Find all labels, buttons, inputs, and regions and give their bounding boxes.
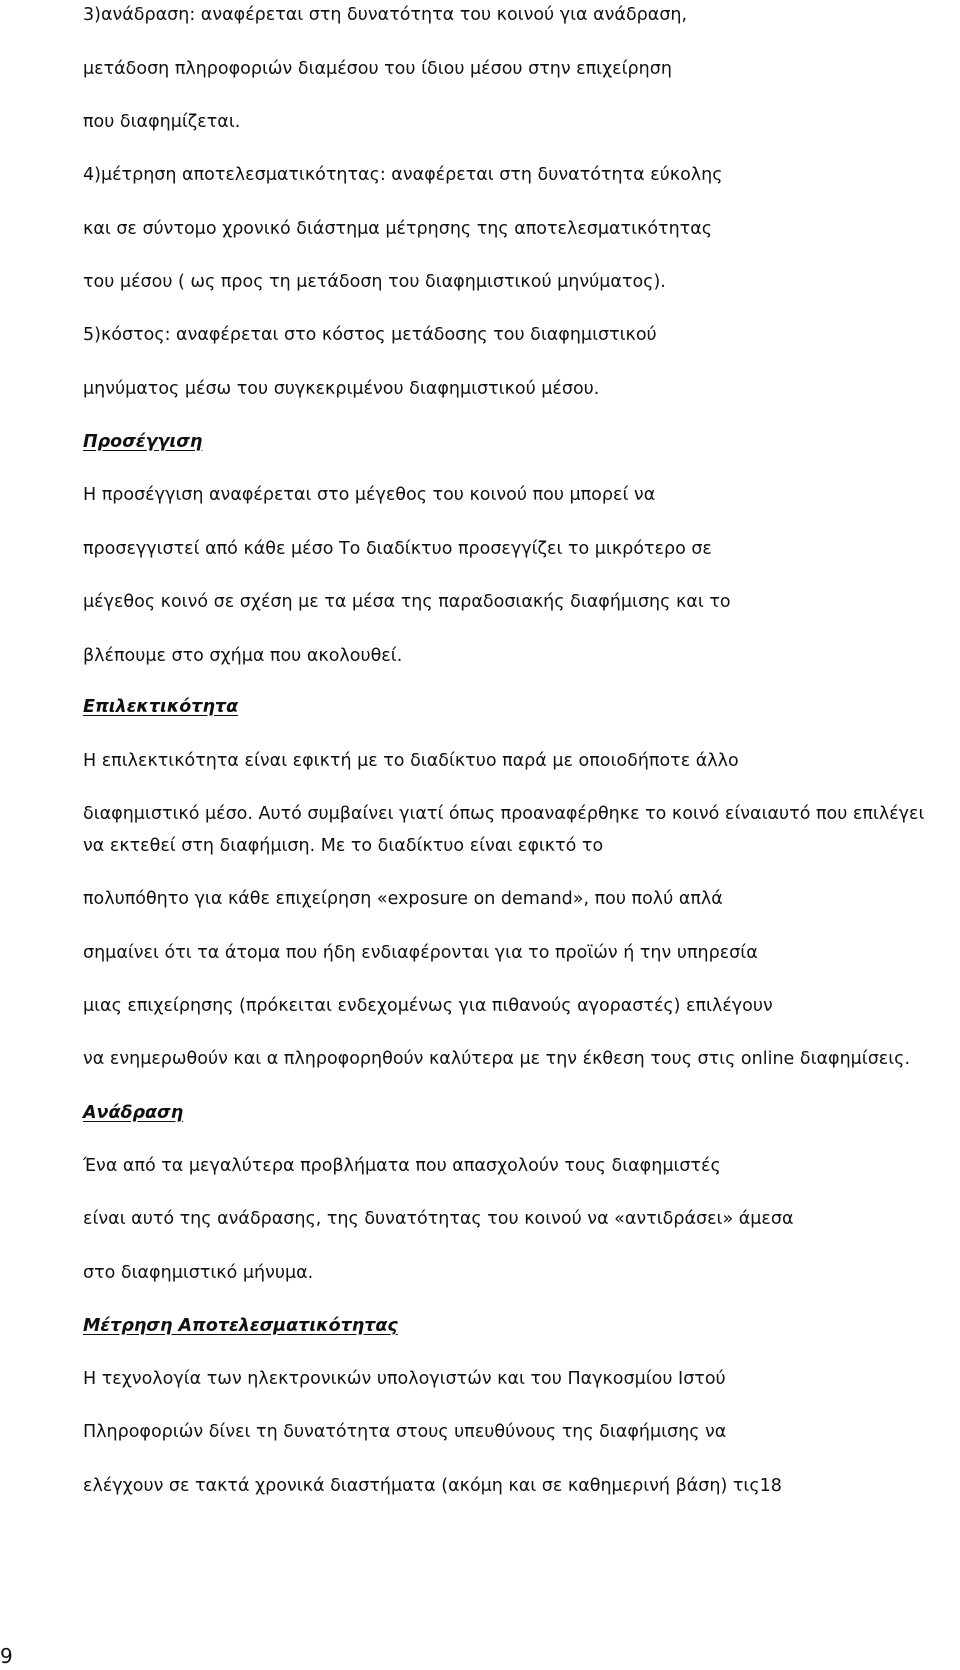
text-line: μιας επιχείρησης (πρόκειται ενδεχομένως για πιθανούς αγοραστές) επιλέγουν [83, 996, 773, 1016]
text-line: να ενημερωθούν και α πληροφορηθούν καλύτερα με την έκθεση τους στις online διαφημίσεις. [83, 1049, 911, 1069]
text-line: που διαφημίζεται. [83, 112, 241, 132]
text-line: και σε σύντομο χρονικό διάστημα μέτρησης της αποτελεσματικότητας [83, 219, 713, 239]
text-line: διαφημιστικό μέσο. Αυτό συμβαίνει γιατί όπως προαναφέρθηκε το κοινό είναιαυτό που επιλέγει [83, 804, 925, 824]
text-line: Η προσέγγιση αναφέρεται στο μέγεθος του κοινού που μπορεί να [83, 485, 656, 505]
text-line: στο διαφημιστικό μήνυμα. [83, 1263, 314, 1283]
text-line: Η επιλεκτικότητα είναι εφικτή με το διαδίκτυο παρά με οποιοδήποτε άλλο [83, 751, 739, 771]
text-line: είναι αυτό της ανάδρασης, της δυνατότητας του κοινού να «αντιδράσει» άμεσα [83, 1209, 794, 1229]
text-line: 4)μέτρηση αποτελεσματικότητας: αναφέρεται στη δυνατότητα εύκολης [83, 165, 723, 185]
text-line: να εκτεθεί στη διαφήμιση. Με το διαδίκτυο είναι εφικτό το [83, 836, 604, 856]
text-line: πολυπόθητο για κάθε επιχείρηση «exposure on demand», που πολύ απλά [83, 889, 723, 909]
section-heading-epilektikotita: Επιλεκτικότητα [83, 697, 239, 717]
text-line: 5)κόστος: αναφέρεται στο κόστος μετάδοσης του διαφημιστικού [83, 325, 657, 345]
section-heading-metrisi-apotelesmatikotitas: Μέτρηση Αποτελεσματικότητας [83, 1316, 398, 1336]
text-line: μηνύματος μέσω του συγκεκριμένου διαφημιστικού μέσου. [83, 379, 600, 399]
text-line: προσεγγιστεί από κάθε μέσο Το διαδίκτυο προσεγγίζει το μικρότερο σε [83, 539, 712, 559]
text-line: 3)ανάδραση: αναφέρεται στη δυνατότητα του κοινού για ανάδραση, [83, 5, 688, 25]
text-line: Η τεχνολογία των ηλεκτρονικών υπολογιστών και του Παγκοσμίου Ιστού [83, 1369, 726, 1389]
section-heading-proseggisi: Προσέγγιση [83, 432, 203, 452]
text-line: σημαίνει ότι τα άτομα που ήδη ενδιαφέρονται για το προϊών ή την υπηρεσία [83, 943, 758, 963]
text-line: του μέσου ( ως προς τη μετάδοση του διαφημιστικού μηνύματος). [83, 272, 666, 292]
text-line: μέγεθος κοινό σε σχέση με τα μέσα της παραδοσιακής διαφήμισης και το [83, 592, 731, 612]
text-line: ελέγχουν σε τακτά χρονικά διαστήματα (ακόμη και σε καθημερινή βάση) τις18 [83, 1476, 782, 1496]
section-heading-anadrasi: Ανάδραση [83, 1103, 184, 1123]
text-line: Πληροφοριών δίνει τη δυνατότητα στους υπευθύνους της διαφήμισης να [83, 1422, 727, 1442]
text-line: Ένα από τα μεγαλύτερα προβλήματα που απασχολούν τους διαφημιστές [83, 1156, 721, 1176]
page-number: 9 [0, 1644, 13, 1668]
text-line: μετάδοση πληροφοριών διαμέσου του ίδιου μέσου στην επιχείρηση [83, 59, 672, 79]
text-line: βλέπουμε στο σχήμα που ακολουθεί. [83, 646, 403, 666]
